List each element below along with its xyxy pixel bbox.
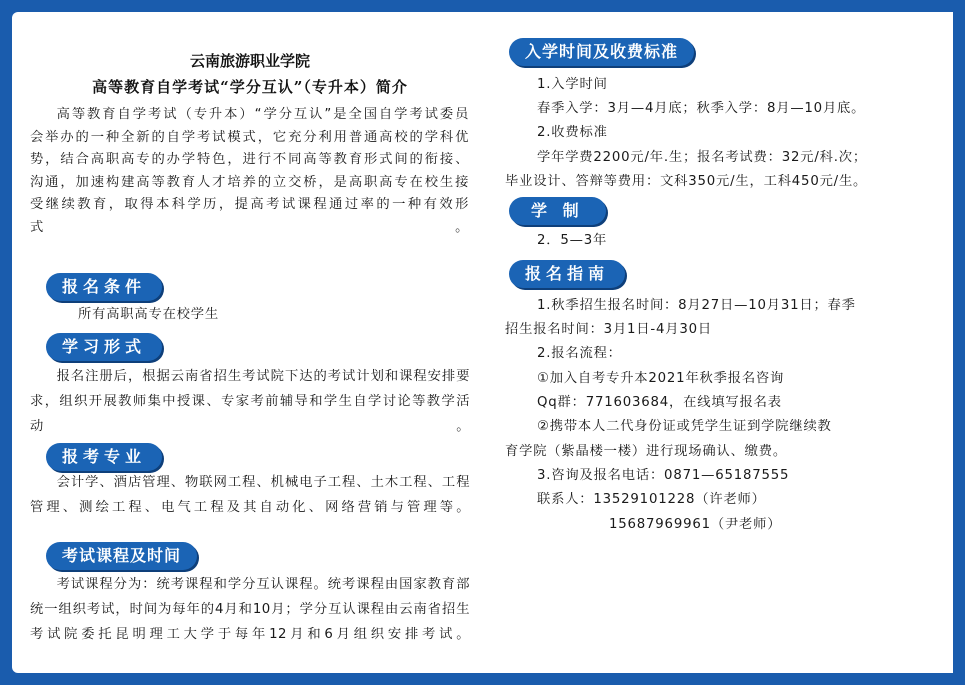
majors-text: 会计学、酒店管理、物联网工程、机械电子工程、土木工程、工程管理、测绘工程、电气工程及其自动化、网络营销与管理等。: [30, 475, 470, 515]
brochure-sheet: [12, 12, 953, 673]
intro-paragraph: 高等教育自学考试（专升本）“学分互认”是全国自学考试委员会举办的一种全新的自学考试模式，它充分利用普通高校的学科优势，结合高职高专的办学特色，进行不同高等教育形式间的衔接、沟通，加速构建高等教育人才培养的立交桥，是高职高专在校生接受继续教育，取得本科学历，提高考试课程通过率的一种有效形式。: [30, 107, 470, 235]
guide-line-7: 育学院（紫晶楼一楼）进行现场确认、缴费。: [505, 444, 787, 459]
section-title-eligibility: 报名条件: [46, 273, 162, 301]
guide-line-9: 联系人：13529101228（许老师）: [537, 492, 766, 507]
guide-line-4: ①加入自考专升本2021年秋季报名咨询: [537, 371, 785, 386]
enrollment-time-text: 春季入学：3月—4月底；秋季入学：8月—10月底。: [537, 101, 866, 116]
study-mode-text: 报名注册后，根据云南省招生考试院下达的考试计划和课程安排要求，组织开展教师集中授课、专家考前辅导和学生自学讨论等教学活动。: [30, 369, 470, 434]
guide-line-8: 3.咨询及报名电话：0871—65187555: [537, 468, 790, 483]
section-title-exam-schedule: 考试课程及时间: [46, 542, 197, 570]
eligibility-text: 所有高职高专在校学生: [78, 307, 219, 322]
school-name: 云南旅游职业学院: [189, 52, 310, 70]
guide-line-1: 1.秋季招生报名时间：8月27日—10月31日；春季: [537, 298, 856, 313]
fees-heading: 2.收费标准: [537, 125, 608, 140]
guide-line-6: ②携带本人二代身份证或凭学生证到学院继续教: [537, 419, 832, 434]
guide-line-3: 2.报名流程：: [537, 346, 622, 361]
intro-heading: 高等教育自学考试“学分互认”（专升本）简介: [92, 78, 408, 96]
section-title-study-mode: 学习形式: [46, 333, 162, 361]
guide-line-2: 招生报名时间：3月1日-4月30日: [505, 322, 712, 337]
section-title-duration: 学 制: [509, 197, 606, 225]
duration-text: 2．5—3年: [537, 233, 608, 248]
section-title-enrollment-fees: 入学时间及收费标准: [509, 38, 694, 66]
exam-schedule-text: 考试课程分为：统考课程和学分互认课程。统考课程由国家教育部统一组织考试，时间为每年的4月和10月；学分互认课程由云南省招生考试院委托昆明理工大学于每年12月和6月组织安排考试。: [30, 577, 470, 642]
fees-graduation-text: 毕业设计、答辩等费用：文科350元/生，工科450元/生。: [505, 174, 868, 189]
guide-line-5: Qq群：771603684，在线填写报名表: [537, 395, 782, 410]
guide-line-10: 15687969961（尹老师）: [609, 517, 782, 532]
section-title-majors: 报考专业: [46, 443, 162, 471]
section-title-registration-guide: 报名指南: [509, 260, 625, 288]
fees-tuition-text: 学年学费2200元/年.生；报名考试费：32元/科.次；: [537, 150, 867, 165]
enrollment-time-heading: 1.入学时间: [537, 77, 608, 92]
